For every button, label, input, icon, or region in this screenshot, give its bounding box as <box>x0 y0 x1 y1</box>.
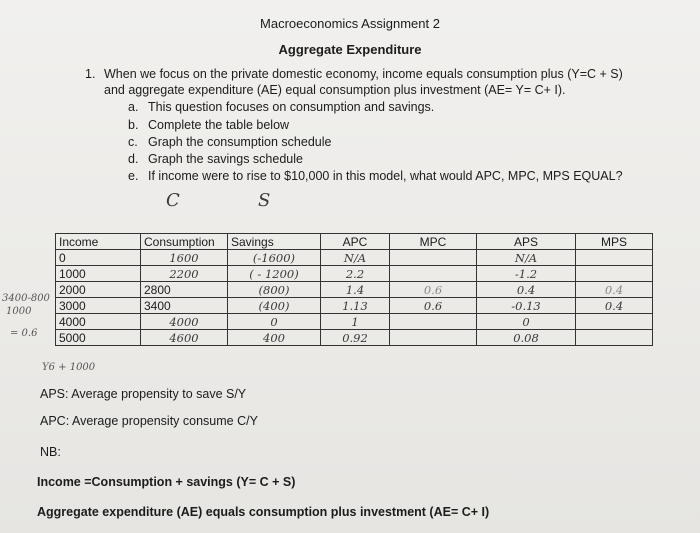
header-apc: APC <box>321 234 390 250</box>
cell-mpc: 0.6 <box>390 298 477 314</box>
cell-aps: -1.2 <box>477 266 576 282</box>
cell-consumption: 3400 <box>141 298 228 314</box>
cell-income: 0 <box>56 250 141 266</box>
handwritten-c-label: C <box>166 190 180 211</box>
table-row <box>56 250 653 266</box>
cell-savings: (800) <box>228 282 321 298</box>
header-savings: Savings <box>228 234 321 250</box>
course-title: Macroeconomics Assignment 2 <box>260 16 440 31</box>
table-row <box>56 314 653 330</box>
cell-savings: 0 <box>228 314 321 330</box>
header-aps: APS <box>477 234 576 250</box>
table-header-row <box>56 234 653 250</box>
header-mps: MPS <box>576 234 653 250</box>
table-row <box>56 266 653 282</box>
worksheet-page: Macroeconomics Assignment 2 Aggregate Expenditure 1. When we focus on the private domestic economy, income equals consumption plus (Y=C + S) and aggregate expenditure (AE) equal consumption plus investment (AE= Y= C+ I). a. This question focuses on consumption and savings. b. Complete the table below c. Graph the consumption schedule d. Graph the savings schedule e. If income were to rise to $10,000 in this model, what would APC, MPC, MPS EQUAL? C S 3400-800 1000 = 0.6 Income Consumption Savings APC MPC APS MPS 0 1600 (-1600) N/A N/A 1000 2200 ( - 1200) 2.2 -1.2 2000 2800 (800) 1.4 0.6 0.4 0.4 3000 3400 (400) 1.13 0.6 -0.13 0.4 4000 4000 0 1 0 5000 4600 400 0.92 0.08 Y6 + 1000 APS: Average propensity to save S/Y APC: Average propensity consume C/Y NB: Income =Consumption + savings (Y= C + S) Aggregate expenditure (AE) equals consumption plus investment (AE= C+ I) <box>0 0 700 533</box>
margin-note-2: 1000 <box>6 306 32 317</box>
cell-savings: ( - 1200) <box>228 266 321 282</box>
cell-apc: 1 <box>321 314 390 330</box>
cell-income: 1000 <box>56 266 141 282</box>
header-consumption: Consumption <box>141 234 228 250</box>
question-line-1: When we focus on the private domestic economy, income equals consumption plus (Y=C + S) <box>104 67 623 81</box>
header-income: Income <box>56 234 141 250</box>
cell-consumption: 2200 <box>141 266 228 282</box>
cell-mpc <box>390 250 477 266</box>
cell-mps <box>576 330 653 346</box>
header-mpc: MPC <box>390 234 477 250</box>
cell-aps: N/A <box>477 250 576 266</box>
cell-mps <box>576 250 653 266</box>
cell-aps: 0.4 <box>477 282 576 298</box>
ae-equation: Aggregate expenditure (AE) equals consumption plus investment (AE= C+ I) <box>37 505 490 519</box>
cell-apc: N/A <box>321 250 390 266</box>
cell-mpc <box>390 266 477 282</box>
cell-aps: -0.13 <box>477 298 576 314</box>
table-row <box>56 330 653 346</box>
cell-mpc: 0.6 <box>390 282 477 298</box>
cell-consumption: 4600 <box>141 330 228 346</box>
cell-savings: (400) <box>228 298 321 314</box>
cell-consumption: 4000 <box>141 314 228 330</box>
cell-apc: 0.92 <box>321 330 390 346</box>
cell-mps: 0.4 <box>576 298 653 314</box>
cell-mps <box>576 314 653 330</box>
margin-note-3: = 0.6 <box>10 328 38 339</box>
cell-consumption: 2800 <box>141 282 228 298</box>
cell-consumption: 1600 <box>141 250 228 266</box>
cell-aps: 0.08 <box>477 330 576 346</box>
consumption-savings-table <box>55 233 653 346</box>
cell-apc: 2.2 <box>321 266 390 282</box>
cell-apc: 1.13 <box>321 298 390 314</box>
margin-note-1: 3400-800 <box>2 293 50 304</box>
topic-title: Aggregate Expenditure <box>278 42 422 57</box>
income-equation: Income =Consumption + savings (Y= C + S) <box>37 475 296 489</box>
cell-mpc <box>390 314 477 330</box>
cell-savings: (-1600) <box>228 250 321 266</box>
cell-income: 2000 <box>56 282 141 298</box>
handwritten-note-under-table: Y6 + 1000 <box>42 362 96 373</box>
handwritten-s-label: S <box>258 190 271 211</box>
cell-aps: 0 <box>477 314 576 330</box>
definition-apc: APC: Average propensity consume C/Y <box>40 414 258 428</box>
table-row <box>56 282 653 298</box>
nb-label: NB: <box>40 445 61 459</box>
table-row <box>56 298 653 314</box>
question-line-2: and aggregate expenditure (AE) equal consumption plus investment (AE= Y= C+ I). <box>104 83 566 97</box>
cell-mpc <box>390 330 477 346</box>
cell-income: 3000 <box>56 298 141 314</box>
definition-aps: APS: Average propensity to save S/Y <box>40 387 247 401</box>
cell-apc: 1.4 <box>321 282 390 298</box>
cell-savings: 400 <box>228 330 321 346</box>
cell-mps: 0.4 <box>576 282 653 298</box>
question-number: 1. <box>85 67 96 81</box>
cell-mps <box>576 266 653 282</box>
cell-income: 5000 <box>56 330 141 346</box>
cell-income: 4000 <box>56 314 141 330</box>
